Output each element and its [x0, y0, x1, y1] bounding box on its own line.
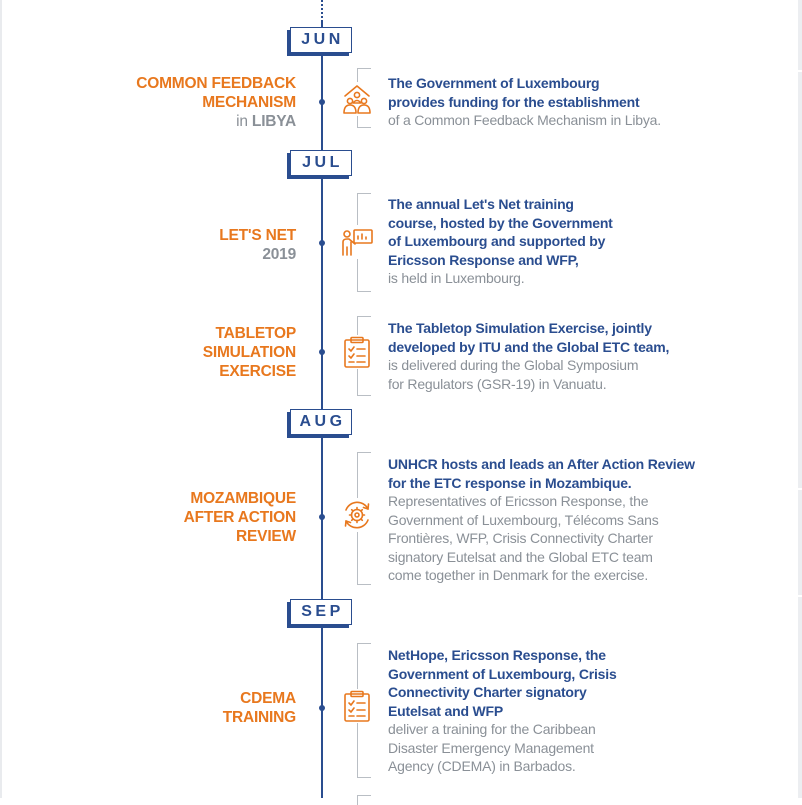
clipboard-checklist-icon	[340, 689, 374, 723]
body-line: deliver a training for the Caribbean	[388, 721, 596, 737]
highlight-line: The Government of Luxembourg	[388, 75, 600, 91]
highlight-line: UNHCR hosts and leads an After Action Review	[388, 456, 695, 472]
timeline-axis-dotted	[321, 0, 323, 22]
timeline-dot	[319, 514, 325, 520]
event-title-line: AFTER ACTION	[183, 509, 296, 526]
highlight-line: of Luxembourg and supported by	[388, 233, 606, 249]
month-marker-aug	[290, 409, 352, 435]
highlight-line: Connectivity Charter signatory	[388, 684, 587, 700]
timeline-dot	[319, 99, 325, 105]
event-title-line: EXERCISE	[219, 363, 296, 380]
body-line: signatory Eutelsat and the Global ETC team	[388, 548, 653, 565]
month-label: SEP	[301, 603, 344, 620]
clipboard-checklist-icon	[340, 335, 374, 369]
event-title-line: TABLETOP	[215, 325, 296, 342]
gear-cycle-icon	[340, 498, 374, 532]
body-line: Frontières, WFP, Crisis Connectivity Charter	[388, 530, 653, 546]
event-title-line: REVIEW	[236, 528, 296, 545]
highlight-line: provides funding for the establishment	[388, 93, 640, 110]
month-marker-jun	[290, 27, 352, 53]
month-label: JUL	[302, 154, 343, 171]
highlight-line: course, hosted by the Government	[388, 214, 613, 231]
timeline-dot	[319, 240, 325, 246]
highlight-line: for the ETC response in Mozambique.	[388, 474, 632, 491]
body-line: Representatives of Ericsson Response, the	[388, 493, 649, 509]
event-title-line: CDEMA	[240, 690, 296, 707]
event-description-tabletop	[388, 319, 669, 393]
event-title-cfm	[136, 74, 296, 131]
highlight-line: The annual Let's Net training	[388, 196, 574, 212]
body-line: is delivered during the Global Symposium	[388, 357, 639, 373]
event-location	[136, 112, 296, 131]
body-line: is held in Luxembourg.	[388, 270, 525, 286]
body-line: for Regulators (GSR-19) in Vanuatu.	[388, 375, 607, 392]
body-line: Government of Luxembourg, Télécoms Sans	[388, 511, 659, 528]
month-label: JUN	[301, 31, 344, 48]
event-title-line: MOZAMBIQUE	[190, 490, 296, 507]
page-edge-right	[798, 0, 802, 798]
event-title-line: SIMULATION	[202, 344, 296, 361]
highlight-line: NetHope, Ericsson Response, the	[388, 647, 606, 663]
event-title-cdema	[223, 689, 296, 727]
page-edge-left	[0, 0, 2, 798]
event-description-cfm	[388, 74, 661, 130]
event-title-tabletop	[203, 324, 296, 381]
timeline-dot	[319, 349, 325, 355]
event-title-line: LET'S NET	[219, 227, 296, 244]
event-description-letsnet	[388, 195, 613, 288]
timeline-dot	[319, 705, 325, 711]
location-name: LIBYA	[251, 113, 296, 130]
event-bracket-next	[357, 795, 371, 805]
event-title-letsnet	[219, 226, 296, 264]
month-label: AUG	[299, 413, 346, 430]
event-description-cdema	[388, 646, 617, 776]
event-year: 2019	[262, 246, 296, 263]
body-line: Agency (CDEMA) in Barbados.	[388, 758, 576, 774]
highlight-line: Government of Luxembourg, Crisis	[388, 665, 617, 682]
body-line: Disaster Emergency Management	[388, 739, 594, 756]
event-title-mozambique	[184, 489, 296, 546]
event-title-line: MECHANISM	[202, 94, 296, 111]
body-line: come together in Denmark for the exercise.	[388, 567, 649, 583]
event-title-line: TRAINING	[222, 709, 296, 726]
highlight-line: The Tabletop Simulation Exercise, jointly	[388, 320, 652, 336]
location-prefix: in	[236, 113, 248, 130]
month-marker-sep	[290, 599, 352, 625]
people-house-icon	[340, 82, 374, 116]
presenter-board-icon	[340, 225, 374, 259]
event-description-mozambique	[388, 455, 695, 585]
month-marker-jul	[290, 150, 352, 176]
highlight-line: Eutelsat and WFP	[388, 702, 504, 719]
highlight-line: developed by ITU and the Global ETC team,	[388, 338, 670, 355]
event-title-line: COMMON FEEDBACK	[136, 75, 296, 92]
body-line: of a Common Feedback Mechanism in Libya.	[388, 112, 661, 128]
highlight-line: Ericsson Response and WFP,	[388, 251, 579, 268]
